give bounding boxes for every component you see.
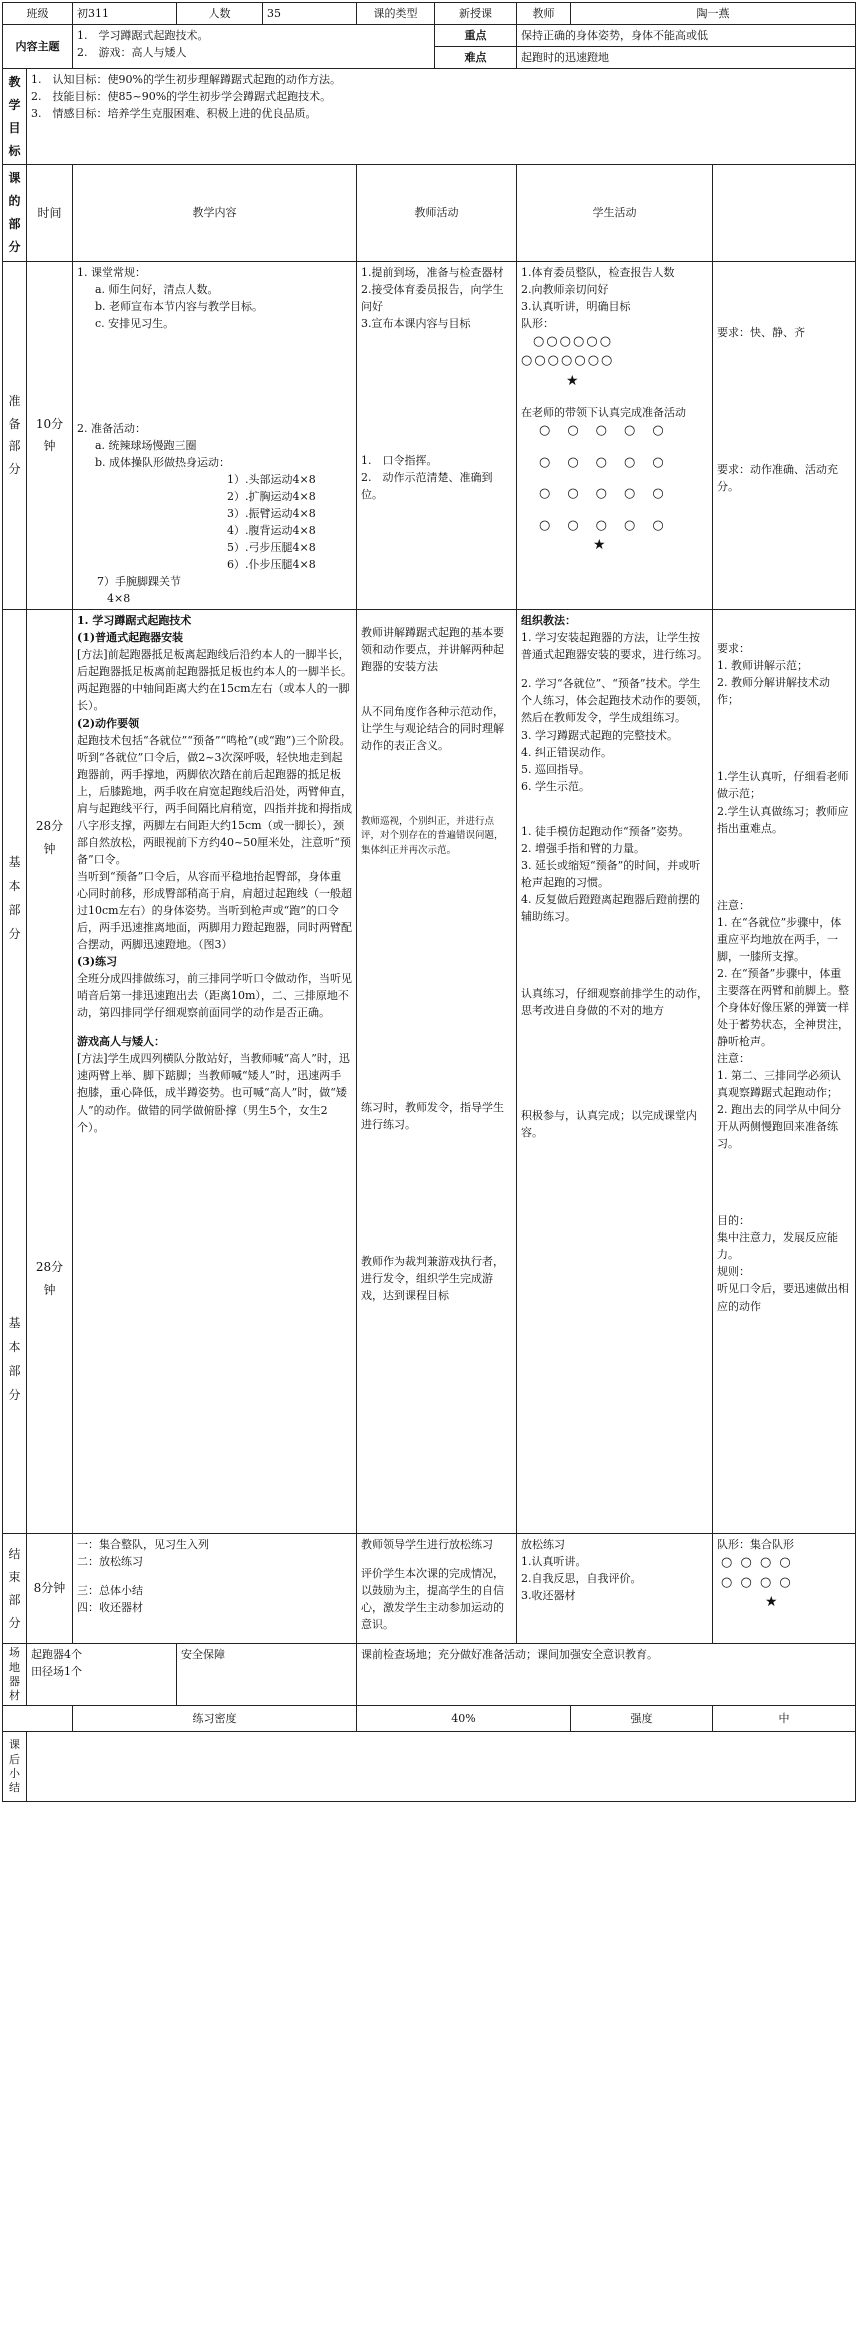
prep-student — [517, 261, 713, 610]
prep-content-line: b. 老师宣布本节内容与教学目标。 — [95, 299, 264, 313]
prep-teacher-line: 2.接受体育委员报告，向学生问好 — [361, 282, 504, 313]
basic-teacher-line: 教师讲解蹲踞式起跑的基本要领和动作要点，并讲解两种起跑器的安装方法 — [361, 626, 504, 674]
basic-student-line: 积极参与，认真完成；以完成课堂内容。 — [521, 1109, 697, 1140]
equipment-label: 场地器材 — [3, 1644, 27, 1706]
basic-student-title: 组织教法： — [521, 614, 576, 628]
prep-content — [73, 261, 357, 610]
basic-student-line: 4. 反复做后蹬蹬离起跑器后蹬前摆的辅助练习。 — [521, 892, 700, 923]
basic-student-line: 3. 学习蹲踞式起跑的完整技术。 — [521, 728, 678, 742]
drill-item: 4）.腹背运动4×8 — [227, 523, 316, 537]
basic-note: 要求： — [717, 642, 750, 656]
basic-part-label-2: 基本部分 — [8, 1316, 21, 1403]
end-part-label: 结束部分 — [3, 1534, 27, 1644]
prep-content-line: 2. 准备活动： — [77, 421, 146, 435]
basic-row — [3, 610, 856, 1534]
basic-content — [73, 610, 357, 1534]
content-item: 2. 游戏：高人与矮人 — [77, 46, 187, 60]
basic-content-line: [方法]前起跑器抵足板离起跑线后沿约本人的一脚半长，后起跑器抵足板离前起跑器抵足板也约本人的一脚半长。两起跑器的中轴间距离大约在15cm左右（或本人的一脚长）。 — [77, 648, 352, 713]
basic-student-line: 2. 增强手指和臂的力量。 — [521, 841, 645, 855]
prep-note: 要求：快、静、齐 — [717, 325, 805, 339]
content-theme-label: 内容主题 — [3, 25, 73, 69]
end-content-line: 一：集合整队，见习生入列 — [77, 1538, 209, 1552]
prep-student-line: 3.认真听讲，明确目标 — [521, 299, 631, 313]
col-part: 课的部分 — [3, 165, 27, 261]
basic-content-line: (3)练习 — [77, 955, 118, 969]
basic-content-line: (2)动作要领 — [77, 716, 140, 730]
basic-student — [517, 610, 713, 1534]
prep-student-line: 在老师的带领下认真完成准备活动 — [521, 406, 686, 420]
lesson-plan-table — [2, 2, 856, 1802]
basic-note: 2. 教师分解讲解技术动作； — [717, 676, 830, 707]
end-time: 8分钟 — [27, 1534, 73, 1644]
prep-student-line: 2.向教师亲切问好 — [521, 282, 609, 296]
drill-item: 3）.振臂运动4×8 — [227, 506, 316, 520]
basic-student-line: 5. 巡回指导。 — [521, 762, 590, 776]
basic-teacher-line: 练习时，教师发令，指导学生进行练习。 — [361, 1100, 504, 1131]
basic-note: 集中注意力，发展反应能力。 — [717, 1231, 838, 1262]
basic-student-line: 3. 延长或缩短“预备”的时间，并或听枪声起跑的习惯。 — [521, 858, 701, 889]
goal-item: 2. 技能目标：使85~90%的学生初步学会蹲踞式起跑技术。 — [31, 90, 332, 104]
summary-row — [3, 1732, 856, 1802]
difficulty-value: 起跑时的迅速蹬地 — [517, 47, 856, 69]
basic-teacher-line: 从不同角度作各种示范动作，让学生与观论结合的同时理解动作的表正含义。 — [361, 705, 504, 753]
end-formation-row: ○ ○ ○ ○ — [721, 1574, 793, 1590]
header-row — [3, 3, 856, 25]
basic-student-line: 2. 学习“各就位”、“预备”技术。学生个人练习，体会起跑技术动作的要领，然后在教师发令，学生成组练习。 — [521, 677, 708, 725]
end-student-line: 放松练习 — [521, 1538, 565, 1552]
basic-part-label: 基本部分 — [8, 855, 21, 942]
prep-content-line: c. 安排见习生。 — [95, 316, 175, 330]
prep-student-line: 队形： — [521, 316, 554, 330]
end-student-line: 2.自我反思，自我评价。 — [521, 1572, 642, 1586]
count-value: 35 — [263, 3, 357, 25]
basic-student-line: 6. 学生示范。 — [521, 779, 590, 793]
basic-note: 规则： — [717, 1265, 750, 1279]
end-teacher-line: 教师领导学生进行放松练习 — [361, 1538, 493, 1552]
equipment-value — [27, 1644, 177, 1706]
basic-teacher-line: 教师巡视，个别纠正，并进行点评，对个别存在的普遍错误问题，集体纠正并再次示范。 — [361, 815, 504, 856]
class-label: 班级 — [3, 3, 73, 25]
equipment-item: 田径场1个 — [31, 1665, 82, 1679]
prep-note: 要求：动作准确、活动充分。 — [717, 462, 838, 493]
intensity-blank — [3, 1706, 73, 1732]
col-teacher: 教师活动 — [357, 165, 517, 261]
formation-row: ○ ○ ○ ○ ○ — [539, 517, 666, 533]
formation-row: ○ ○ ○ ○ ○ — [539, 486, 666, 502]
col-time: 时间 — [27, 165, 73, 261]
basic-note: 目的： — [717, 1214, 750, 1228]
basic-part-labels — [3, 610, 27, 1534]
drill-item: 2）.扩胸运动4×8 — [227, 489, 316, 503]
col-notes — [713, 165, 856, 261]
prep-content-line: b. 成体操队形做热身运动： — [95, 455, 231, 469]
basic-time-2: 28分钟 — [35, 1259, 64, 1297]
goals-label — [3, 69, 27, 165]
goal-item: 3. 情感目标：培养学生克服困难、积极上进的优良品质。 — [31, 107, 317, 121]
content-theme-list — [73, 25, 435, 69]
basic-teacher — [357, 610, 517, 1534]
col-student: 学生活动 — [517, 165, 713, 261]
content-item: 1. 学习蹲踞式起跑技术。 — [77, 29, 209, 43]
end-student-line: 3.收还器材 — [521, 1589, 576, 1603]
prep-student-line: 1.体育委员整队，检查报告人数 — [521, 265, 675, 279]
col-content: 教学内容 — [73, 165, 357, 261]
basic-content-line: 全班分成四排做练习，前三排同学听口令做动作，当听见哨音后第一排迅速跑出去（距离10m），二、三排原地不动，第四排同学仔细观察前面同学的动作是否正确。 — [77, 972, 352, 1020]
prep-part-label: 准备部分 — [3, 261, 27, 610]
teacher-value: 陶一燕 — [571, 3, 856, 25]
teacher-label: 教师 — [517, 3, 571, 25]
basic-time: 28分钟 — [35, 819, 64, 857]
density-label: 练习密度 — [73, 1706, 357, 1732]
basic-note: 2.学生认真做练习；教师应指出重难点。 — [717, 804, 849, 835]
end-formation-row: ○ ○ ○ ○ — [721, 1555, 793, 1571]
game-text: [方法]学生成四列横队分散站好，当教师喊“高人”时，迅速两臂上举、脚下踮脚；当教师喊“矮人”时，迅速两手抱膝，重心降低，成半蹲姿势。也可喊“高人”时，做“矮人”的动作。做错的同学做俯卧撑（男生5个，女生2个）。 — [77, 1052, 350, 1134]
prep-teacher — [357, 261, 517, 610]
goals-list — [27, 69, 856, 165]
end-content-line: 二：放松练习 — [77, 1555, 143, 1569]
basic-note: 2. 在“预备”步骤中，体重主要落在两臂和前脚上。整个身体好像压紧的弹簧一样处于蓄势状态，全神贯注，静听枪声。 — [717, 966, 849, 1048]
prep-notes — [713, 261, 856, 610]
end-row — [3, 1534, 856, 1644]
drill-item: 1）.头部运动4×8 — [227, 472, 316, 486]
end-notes-title: 队形：集合队形 — [717, 1538, 794, 1552]
prep-teacher-line: 1.提前到场，准备与检查器材 — [361, 265, 504, 279]
basic-student-line: 1. 徒手模仿起跑动作“预备”姿势。 — [521, 824, 690, 838]
game-title: 游戏高人与矮人： — [77, 1035, 165, 1049]
basic-content-line: 听到“各就位”口令后，做2~3次深呼吸，轻快地走到起跑器前，两手撑地，两脚依次踏在前后起跑器的抵足板上，后膝跪地，两手收在肩宽起跑线后沿处，两臂伸直，肩与起跑线平行，两手间隔比肩稍宽，四指并拢和拇指成八字形支撑，两脚左右间距大约15cm（或一脚长），颈部自然放松，两眼视前下方约40~50厘米处，注意听“预备”口令。 — [77, 750, 352, 866]
type-label: 课的类型 — [357, 3, 435, 25]
prep-teacher-line: 3.宣布本课内容与目标 — [361, 316, 471, 330]
basic-note: 2. 跑出去的同学从中间分开从两侧慢跑回来准备练习。 — [717, 1103, 841, 1151]
basic-note: 1. 在“各就位”步骤中，体重应平均地放在两手，一脚，一膝所支撑。 — [717, 915, 842, 963]
basic-note: 注意： — [717, 898, 750, 912]
type-value: 新授课 — [435, 3, 517, 25]
end-content — [73, 1534, 357, 1644]
safety-value: 课前检查场地；充分做好准备活动；课间加强安全意识教育。 — [357, 1644, 856, 1706]
goal-item: 1. 认知目标：使90%的学生初步理解蹲踞式起跑的动作方法。 — [31, 73, 341, 87]
basic-notes — [713, 610, 856, 1534]
teacher-position-star: ★ — [593, 537, 606, 554]
class-value: 初311 — [73, 3, 177, 25]
key-value: 保持正确的身体姿势，身体不能高或低 — [517, 25, 856, 47]
prep-row — [3, 261, 856, 610]
teacher-position-star: ★ — [765, 1594, 778, 1611]
density-value: 40% — [357, 1706, 571, 1732]
end-notes — [713, 1534, 856, 1644]
basic-student-line: 认真练习，仔细观察前排学生的动作，思考改进自身做的不对的地方 — [521, 986, 708, 1018]
prep-teacher-line: 2. 动作示范清楚、准确到位。 — [361, 470, 493, 501]
basic-note: 1. 第二、三排同学必须认真观察蹲踞式起跑动作； — [717, 1069, 841, 1100]
formation-row: ○ ○ ○ ○ ○ — [539, 423, 666, 439]
drill-item: 7）手腕脚踝关节 — [97, 575, 181, 589]
basic-content-line: (1)普通式起跑器安装 — [77, 631, 184, 645]
end-content-line: 三：总体小结 — [77, 1584, 143, 1598]
end-content-line: 四：收还器材 — [77, 1601, 143, 1615]
basic-content-line: 起跑技术包括“各就位”“预备”“鸣枪”(或“跑”)三个阶段。 — [77, 733, 351, 747]
basic-times — [27, 610, 73, 1534]
safety-label: 安全保障 — [177, 1644, 357, 1706]
basic-student-line: 4. 纠正错误动作。 — [521, 745, 612, 759]
prep-time: 10分钟 — [27, 261, 73, 610]
strength-label: 强度 — [571, 1706, 713, 1732]
prep-teacher-line: 1. 口令指挥。 — [361, 453, 438, 467]
end-teacher-line: 评价学生本次课的完成情况，以鼓励为主，提高学生的自信心，激发学生主动参加运动的意识。 — [361, 1567, 504, 1632]
intensity-row — [3, 1706, 856, 1732]
key-label: 重点 — [435, 25, 517, 47]
basic-note: 听见口令后，要迅速做出相应的动作 — [717, 1282, 849, 1313]
prep-content-line: a. 统辣球场慢跑三圈 — [95, 438, 197, 452]
column-header-row — [3, 165, 856, 261]
summary-content — [27, 1732, 856, 1802]
basic-note: 1.学生认真听，仔细看老师做示范； — [717, 770, 849, 801]
end-student — [517, 1534, 713, 1644]
basic-content-line: 当听到“预备”口令后，从容而平稳地抬起臀部，身体重心同时前移，形成臀部稍高于肩，肩超过起跑线（一般超过10cm左右）的身体姿势。当听到枪声或“跑”的口令后，两手迅速推离地面，两脚用力蹬起跑器，同时两臂配合摆动，两脚迅速蹬地。（图3） — [77, 869, 352, 952]
basic-content-line: 1. 学习蹲踞式起跑技术 — [77, 614, 192, 628]
basic-note: 注意： — [717, 1052, 750, 1066]
formation-row: ○○○○○○ — [533, 333, 614, 349]
summary-label: 课后小结 — [3, 1732, 27, 1802]
basic-teacher-line: 教师作为裁判兼游戏执行者，进行发令，组织学生完成游戏，达到课程目标 — [361, 1254, 504, 1302]
drill-item: 4×8 — [107, 592, 131, 606]
difficulty-label: 难点 — [435, 47, 517, 69]
formation-row: ○○○○○○○ — [521, 353, 615, 369]
end-student-line: 1.认真听讲。 — [521, 1555, 587, 1569]
drill-item: 6）.仆步压腿4×8 — [227, 558, 316, 572]
drill-item: 5）.弓步压腿4×8 — [227, 541, 316, 555]
equipment-row — [3, 1644, 856, 1706]
strength-value: 中 — [713, 1706, 856, 1732]
prep-content-line: 1. 课堂常规： — [77, 265, 146, 279]
basic-student-line: 1. 学习安装起跑器的方法，让学生按普通式起跑器安装的要求，进行练习。 — [521, 631, 708, 662]
formation-row: ○ ○ ○ ○ ○ — [539, 454, 666, 470]
goals-label-text: 教学目标 — [8, 75, 21, 158]
equipment-item: 起跑器4个 — [31, 1648, 82, 1662]
end-teacher — [357, 1534, 517, 1644]
count-label: 人数 — [177, 3, 263, 25]
teacher-position-star: ★ — [566, 372, 579, 389]
basic-note: 1. 教师讲解示范； — [717, 659, 808, 673]
prep-content-line: a. 师生问好，清点人数。 — [95, 282, 219, 296]
